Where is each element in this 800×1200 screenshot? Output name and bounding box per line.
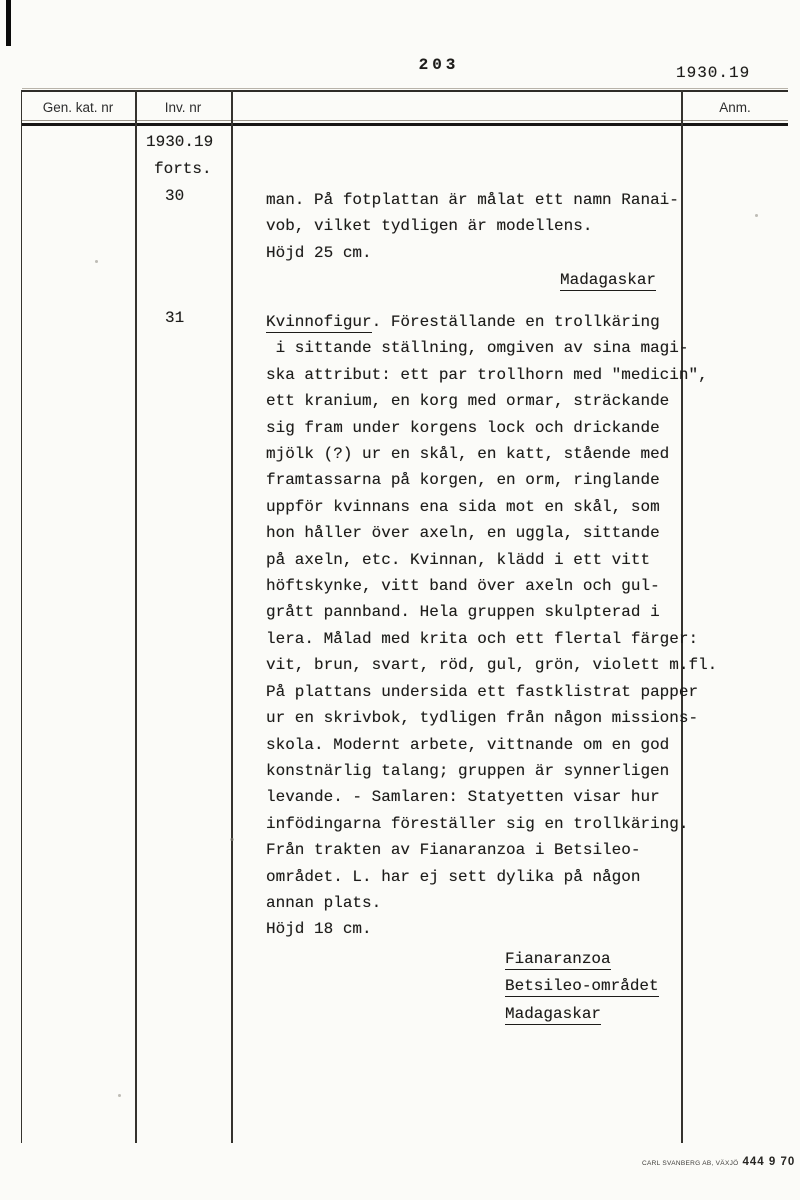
text-line: sig fram under korgens lock och drickande — [266, 418, 660, 437]
item-30-lines — [266, 187, 679, 266]
text-line: på axeln, etc. Kvinnan, klädd i ett vitt — [266, 550, 651, 569]
print-code: 444 9 70 — [742, 1156, 796, 1168]
item-30-description — [266, 187, 679, 295]
text-line: På plattans undersida ett fastklistrat papper — [266, 682, 699, 701]
table-left-border — [21, 90, 22, 1143]
printer-name: CARL SVANBERG AB, VÄXJÖ — [642, 1160, 739, 1167]
inv-nr-continuation: forts. — [154, 160, 212, 178]
item-31-title: Kvinnofigur — [266, 313, 372, 331]
item-number-31: 31 — [165, 309, 185, 327]
text-line: levande. - Samlaren: Statyetten visar hur — [266, 788, 660, 807]
text-line: Höjd 25 cm. — [266, 243, 372, 262]
scan-edge-mark — [6, 0, 11, 46]
page-number: 203 — [418, 56, 460, 74]
scan-speck — [95, 260, 98, 263]
item-31-lines — [266, 335, 717, 942]
text-line: hon håller över axeln, en uggla, sittande — [266, 524, 660, 543]
text-line: Från trakten av Fianaranzoa i Betsileo- — [266, 841, 641, 860]
text-line: ett kranium, en korg med ormar, sträckande — [266, 392, 670, 411]
text-line: grått pannband. Hela gruppen skulpterad i — [266, 603, 660, 622]
column-header-gen-kat-nr: Gen. kat. nr — [42, 100, 114, 115]
item-31-title-line — [266, 309, 717, 335]
text-line: framtassarna på korgen, en orm, ringlande — [266, 471, 660, 490]
text-line: ur en skrivbok, tydligen från någon missions- — [266, 709, 699, 728]
text-line: ska attribut: ett par trollhorn med "medicin", — [266, 365, 708, 384]
text-line: vit, brun, svart, röd, gul, grön, violett m.fl. — [266, 656, 718, 675]
text-line: konstnärlig talang; gruppen är synnerligen — [266, 761, 670, 780]
text-line: Betsileo-området — [505, 977, 659, 996]
text-line: annan plats. — [266, 893, 382, 912]
text-line: höftskynke, vitt band över axeln och gul- — [266, 577, 660, 596]
text-line: mjölk (?) ur en skål, en katt, stående med — [266, 445, 670, 464]
item-31-title-rest: . Föreställande en trollkäring — [371, 313, 660, 331]
text-line: i sittande ställning, omgiven av sina magi- — [266, 339, 689, 358]
scan-speck — [755, 214, 758, 217]
column-header-inv-nr: Inv. nr — [164, 100, 202, 115]
text-line: skola. Modernt arbete, vittnande om en god — [266, 735, 670, 754]
column-divider-1 — [135, 90, 137, 1143]
text-line: området. L. har ej sett dylika på någon — [266, 867, 641, 886]
text-line: Madagaskar — [505, 1004, 602, 1023]
text-line: Fianaranzoa — [505, 949, 611, 968]
item-number-30: 30 — [165, 187, 185, 205]
printer-mark — [642, 1156, 795, 1168]
item-30-places — [266, 267, 679, 295]
scan-speck — [118, 1094, 121, 1097]
item-31-places — [266, 946, 717, 1029]
inv-nr-ref: 1930.19 — [146, 133, 214, 151]
table-top-rule-light — [22, 88, 788, 89]
text-line: Höjd 18 cm. — [266, 920, 372, 939]
catalog-ref: 1930.19 — [676, 64, 751, 82]
text-line: man. På fotplattan är målat ett namn Ranai- — [266, 191, 679, 209]
item-31-description — [266, 309, 717, 1028]
text-line: Madagaskar — [560, 271, 657, 290]
text-line: infödingarna föreställer sig en trollkäring. — [266, 814, 689, 833]
column-header-anm: Anm. — [719, 100, 751, 115]
text-line: uppför kvinnans ena sida mot en skål, som — [266, 497, 660, 516]
scan-speck — [230, 838, 234, 841]
column-divider-2 — [231, 90, 233, 1143]
text-line: vob, vilket tydligen är modellens. — [266, 217, 593, 236]
text-line: lera. Målad med krita och ett flertal färger: — [266, 629, 699, 648]
